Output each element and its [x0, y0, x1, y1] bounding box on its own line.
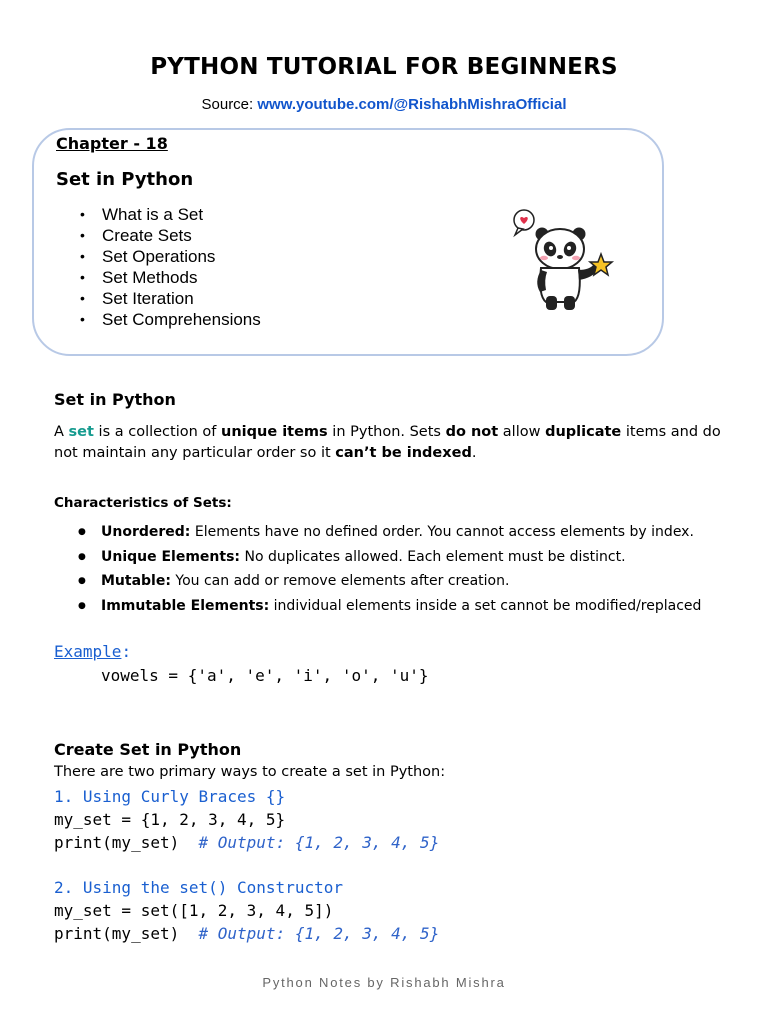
page-title: PYTHON TUTORIAL FOR BEGINNERS — [150, 54, 618, 80]
example-label — [54, 642, 131, 661]
topic-item: • Set Methods — [80, 267, 261, 288]
code-line: my_set = {1, 2, 3, 4, 5} — [54, 810, 286, 829]
characteristics-list — [78, 520, 701, 619]
code-line — [54, 924, 439, 943]
section-heading-create: Create Set in Python — [54, 740, 242, 759]
source-label: Source: — [201, 96, 254, 113]
code-line — [54, 833, 439, 852]
p-text: . — [471, 445, 477, 461]
create-intro: There are two primary ways to create a set in Python: — [54, 764, 446, 780]
list-item — [78, 545, 701, 570]
example-code: vowels = {'a', 'e', 'i', 'o', 'u'} — [101, 666, 429, 685]
p-bold: unique items — [221, 424, 328, 440]
section-heading-set: Set in Python — [54, 390, 176, 409]
code-comment: # Output: {1, 2, 3, 4, 5} — [198, 924, 440, 943]
source-link[interactable]: www.youtube.com/@RishabhMishraOfficial — [257, 96, 567, 113]
desc: Elements have no defined order. You cannot access elements by index. — [190, 524, 694, 540]
term: Mutable: — [101, 573, 171, 590]
example-link[interactable]: Example — [54, 642, 122, 661]
topic-item: • Set Iteration — [80, 288, 261, 309]
list-item — [78, 594, 701, 619]
p-text: A — [54, 424, 69, 440]
chapter-label: Chapter - 18 — [56, 134, 168, 153]
list-item — [78, 569, 701, 594]
term: Immutable Elements: — [101, 598, 270, 615]
p-bold: do not — [445, 424, 499, 440]
p-text: items and do not maintain any particular order so it — [54, 424, 721, 461]
p-text: allow — [498, 424, 546, 440]
heart-bubble-icon — [514, 210, 534, 235]
p-bold: can’t be indexed — [335, 445, 472, 461]
topic-item: • Create Sets — [80, 225, 261, 246]
term: Unique Elements: — [101, 548, 241, 565]
topic-list — [80, 204, 261, 330]
list-item — [78, 520, 701, 545]
p-text: is a collection of — [93, 424, 221, 440]
code-text: print(my_set) — [54, 924, 180, 943]
code-comment: # Output: {1, 2, 3, 4, 5} — [198, 833, 440, 852]
page-footer: Python Notes by Rishabh Mishra — [262, 975, 506, 990]
p-set-keyword: set — [68, 424, 94, 440]
method-2-title: 2. Using the set() Constructor — [54, 878, 343, 897]
term: Unordered: — [101, 524, 191, 540]
characteristics-heading: Characteristics of Sets: — [54, 495, 232, 511]
desc: individual elements inside a set cannot be modified/replaced — [269, 598, 702, 615]
topic-item: • Set Comprehensions — [80, 309, 261, 330]
code-text: print(my_set) — [54, 833, 180, 852]
source-line — [0, 96, 768, 113]
chapter-box — [32, 128, 664, 356]
p-text: in Python. Sets — [327, 424, 446, 440]
p-bold: duplicate — [545, 424, 622, 440]
panda-with-star-icon — [508, 206, 620, 316]
topic-item: • Set Operations — [80, 246, 261, 267]
example-colon: : — [121, 642, 132, 661]
set-definition — [54, 422, 724, 464]
code-line: my_set = set([1, 2, 3, 4, 5]) — [54, 901, 334, 920]
topic-item: • What is a Set — [80, 204, 261, 225]
desc: No duplicates allowed. Each element must be distinct. — [240, 548, 626, 565]
desc: You can add or remove elements after creation. — [170, 573, 510, 590]
chapter-title: Set in Python — [56, 169, 194, 190]
method-1-title: 1. Using Curly Braces {} — [54, 787, 286, 806]
